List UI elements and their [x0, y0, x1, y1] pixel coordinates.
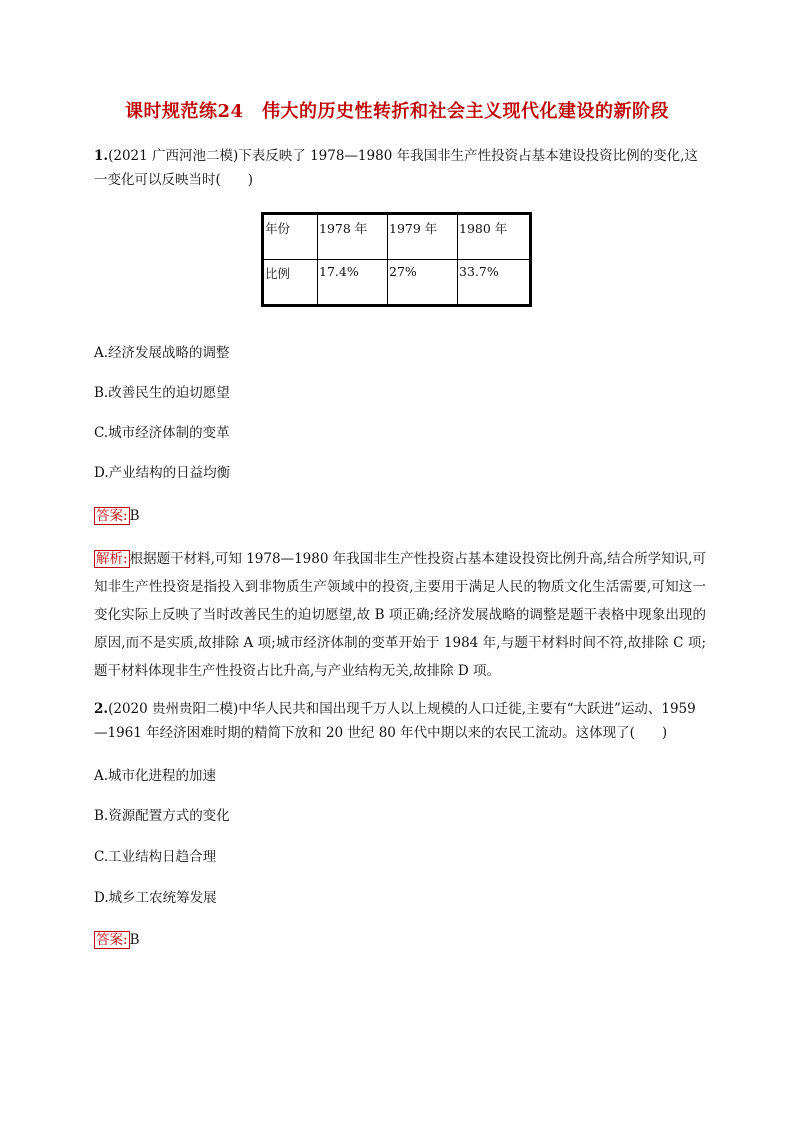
question-2-option-d: D.城乡工农统筹发展 — [94, 890, 217, 906]
analysis-text: 根据题干材料,可知 1978—1980 年我国非生产性投资占基本建设投资比例升高,结合所学知识,可知非生产性投资是指投入到非物质生产领域中的投资,主要用于满足人民的物质文化生活需要,可知这一变化实际上反映了当时改善民生的迫切愿望,故 B 项正确;经济发展战略的调整是题干表格中现象出现的原因,而不是实质,故排除 A 项;城市经济体制的变革开始于 1984 年,与题干材料时间不符,故排除 C 项;题干材料体现非生产性投资占比升高,与产业结构无关,故排除 D 项。 — [94, 551, 706, 679]
question-2-answer — [94, 930, 139, 950]
question-1-option-d: D.产业结构的日益均衡 — [94, 465, 231, 481]
table-cell: 1980 年 — [458, 214, 531, 260]
question-1-number: 1. — [94, 148, 109, 164]
question-1-text: (2021 广西河池二模)下表反映了 1978—1980 年我国非生产性投资占基本建设投资比例的变化,这一变化可以反映当时( ) — [94, 148, 698, 188]
answer-value: B — [129, 932, 140, 948]
table-row — [263, 260, 531, 306]
question-1-option-b: B.改善民生的迫切愿望 — [94, 385, 230, 401]
question-2-option-a: A.城市化进程的加速 — [94, 768, 217, 784]
table-cell: 比例 — [263, 260, 318, 306]
page-title: 课时规范练24 伟大的历史性转折和社会主义现代化建设的新阶段 — [124, 101, 670, 122]
answer-label: 答案: — [96, 932, 128, 948]
table-cell: 17.4% — [318, 260, 388, 306]
question-2-number: 2. — [94, 701, 109, 717]
table-row — [263, 214, 531, 260]
question-1-option-c: C.城市经济体制的变革 — [94, 425, 230, 441]
investment-ratio-table — [261, 212, 532, 307]
question-2-stem — [94, 697, 704, 745]
question-1-answer — [94, 506, 139, 526]
answer-label: 答案: — [96, 508, 128, 524]
table-cell: 27% — [388, 260, 458, 306]
question-1-analysis — [94, 545, 706, 685]
table-cell: 1979 年 — [388, 214, 458, 260]
question-2-option-c: C.工业结构日趋合理 — [94, 849, 217, 865]
table-cell: 1978 年 — [318, 214, 388, 260]
table-cell: 33.7% — [458, 260, 531, 306]
table-cell: 年份 — [263, 214, 318, 260]
question-2-option-b: B.资源配置方式的变化 — [94, 808, 230, 824]
question-1-stem — [94, 144, 704, 192]
answer-value: B — [129, 508, 140, 524]
question-1-option-a: A.经济发展战略的调整 — [94, 345, 230, 361]
analysis-label: 解析: — [96, 551, 128, 567]
question-2-text: (2020 贵州贵阳二模)中华人民共和国出现千万人以上规模的人口迁徙,主要有“大跃进”运动、1959—1961 年经济困难时期的精简下放和 20 世纪 80 年代中期以来的农民工流动。这体现了( ) — [94, 701, 696, 741]
